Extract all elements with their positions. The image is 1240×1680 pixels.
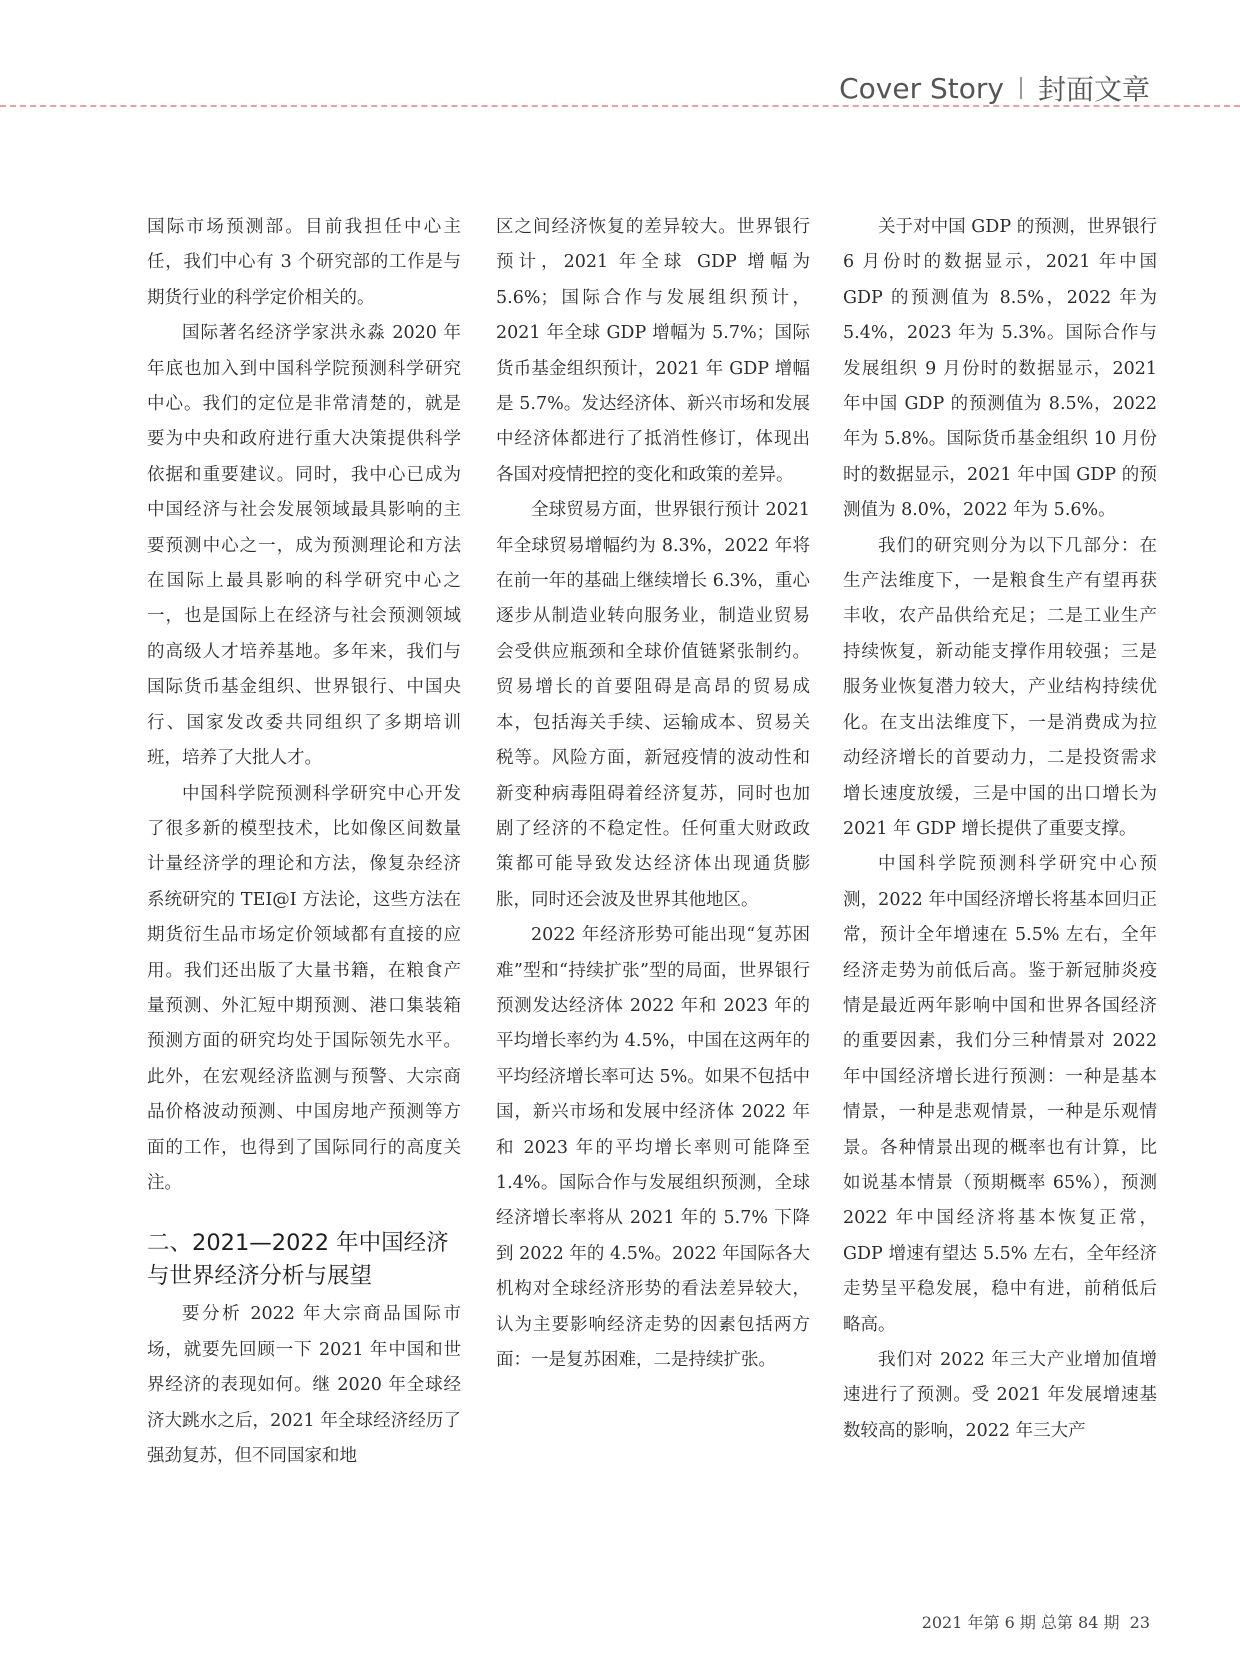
article-column-3 (843, 210, 1157, 1449)
article-column-1 (147, 210, 461, 1474)
paragraph: 我们的研究则分为以下几部分：在生产法维度下，一是粮食生产有望再获丰收，农产品供给充足；二是工业生产持续恢复，新动能支撑作用较强；三是服务业恢复潜力较大，产业结构持续优化。在支出法维度下，一是消费成为拉动经济增长的首要动力，二是投资需求增长速度放缓，三是中国的出口增长为 2021 年 GDP 增长提供了重要支撑。 (843, 535, 1157, 839)
paragraph: 关于对中国 GDP 的预测，世界银行 6 月份时的数据显示，2021 年中国 GDP 的预测值为 8.5%，2022 年为 5.4%，2023 年为 5.3%。国际合作与发展组织 9 月份时的数据显示，2021 年中国 GDP 的预测值为 8.5%，2022 年为 5.8%。国际货币基金组织 10 月份时的数据显示，2021 年中国 GDP 的预测值为 8.0%，2022 年为 5.6%。 (843, 217, 1157, 521)
section-heading: 二、2021—2022 年中国经济与世界经济分析与展望 (147, 1230, 449, 1290)
paragraph: 国际著名经济学家洪永淼 2020 年年底也加入到中国科学院预测科学研究中心。我们的定位是非常清楚的，就是要为中央和政府进行重大决策提供科学依据和重要建议。同时，我中心已成为中国经济与社会发展领域最具影响的主要预测中心之一，成为预测理论和方法在国际上最具影响的科学研究中心之一，也是国际上在经济与社会预测领域的高级人才培养基地。多年来，我们与国际货币基金组织、世界银行、中国央行、国家发改委共同组织了多期培训班，培养了大批人才。 (147, 323, 461, 769)
section-title-cn: 封面文章 (1037, 73, 1150, 106)
paragraph: 2022 年经济形势可能出现“复苏困难”型和“持续扩张”型的局面，世界银行预测发达经济体 2022 年和 2023 年的平均增长率约为 4.5%，中国在这两年的平均经济增长率可达 5%。如果不包括中国，新兴市场和发展中经济体 2022 年和 2023 年的平均增长率则可能降至 1.4%。国际合作与发展组织预测，全球经济增长率将从 2021 年的 5.7% 下降到 2022 年的 4.5%。2022 年国际各大机构对全球经济形势的看法差异较大，认为主要影响经济走势的因素包括两方面：一是复苏困难，二是持续扩张。 (496, 925, 810, 1370)
paragraph: 我们对 2022 年三大产业增加值增速进行了预测。受 2021 年发展增速基数较高的影响，2022 年三大产 (843, 1350, 1157, 1441)
article-column-2 (496, 210, 810, 1378)
page-footer (922, 1610, 1150, 1633)
issue-info: 2021 年第 6 期 总第 84 期 (921, 1613, 1120, 1632)
page-number: 23 (1129, 1613, 1150, 1632)
header-divider (1020, 77, 1022, 99)
paragraph: 全球贸易方面，世界银行预计 2021 年全球贸易增幅约为 8.3%，2022 年将在前一年的基础上继续增长 6.3%，重心逐步从制造业转向服务业，制造业贸易会受供应瓶颈和全球价值链紧张制约。贸易增长的首要阻碍是高昂的贸易成本，包括海关手续、运输成本、贸易关税等。风险方面，新冠疫情的波动性和新变种病毒阻碍着经济复苏，同时也加剧了经济的不稳定性。任何重大财政政策都可能导致发达经济体出现通货膨胀，同时还会波及世界其他地区。 (496, 500, 810, 910)
section-title-en: Cover Story (839, 71, 1004, 105)
paragraph: 中国科学院预测科学研究中心开发了很多新的模型技术，比如像区间数量计量经济学的理论和方法，像复杂经济系统研究的 TEI@I 方法论，这些方法在期货衍生品市场定价领域都有直接的应用。我们还出版了大量书籍，在粮食产量预测、外汇短中期预测、港口集装箱预测方面的研究均处于国际领先水平。此外，在宏观经济监测与预警、大宗商品价格波动预测、中国房地产预测等方面的工作，也得到了国际同行的高度关注。 (147, 783, 461, 1193)
paragraph: 要分析 2022 年大宗商品国际市场，就要先回顾一下 2021 年中国和世界经济的表现如何。继 2020 年全球经济大跳水之后，2021 年全球经济经历了强劲复苏，但不同国家和地 (147, 1304, 461, 1466)
paragraph: 区之间经济恢复的差异较大。世界银行预计，2021 年全球 GDP 增幅为 5.6%；国际合作与发展组织预计，2021 年全球 GDP 增幅为 5.7%；国际货币基金组织预计，2021 年 GDP 增幅是 5.7%。发达经济体、新兴市场和发展中经济体都进行了抵消性修订，体现出各国对疫情把控的变化和政策的差异。 (496, 217, 810, 485)
paragraph: 国际市场预测部。目前我担任中心主任，我们中心有 3 个研究部的工作是与期货行业的科学定价相关的。 (147, 217, 461, 308)
paragraph: 中国科学院预测科学研究中心预测，2022 年中国经济增长将基本回归正常，预计全年增速在 5.5% 左右，全年经济走势为前低后高。鉴于新冠肺炎疫情是最近两年影响中国和世界各国经济的重要因素，我们分三种情景对 2022 年中国经济增长进行预测：一种是基本情景，一种是悲观情景，一种是乐观情景。各种情景出现的概率也有计算，比如说基本情景（预期概率 65%），预测 2022 年中国经济将基本恢复正常，GDP 增速有望达 5.5% 左右，全年经济走势呈平稳发展，稳中有进，前稍低后略高。 (843, 854, 1157, 1335)
header-dashed-rule (0, 105, 1240, 107)
